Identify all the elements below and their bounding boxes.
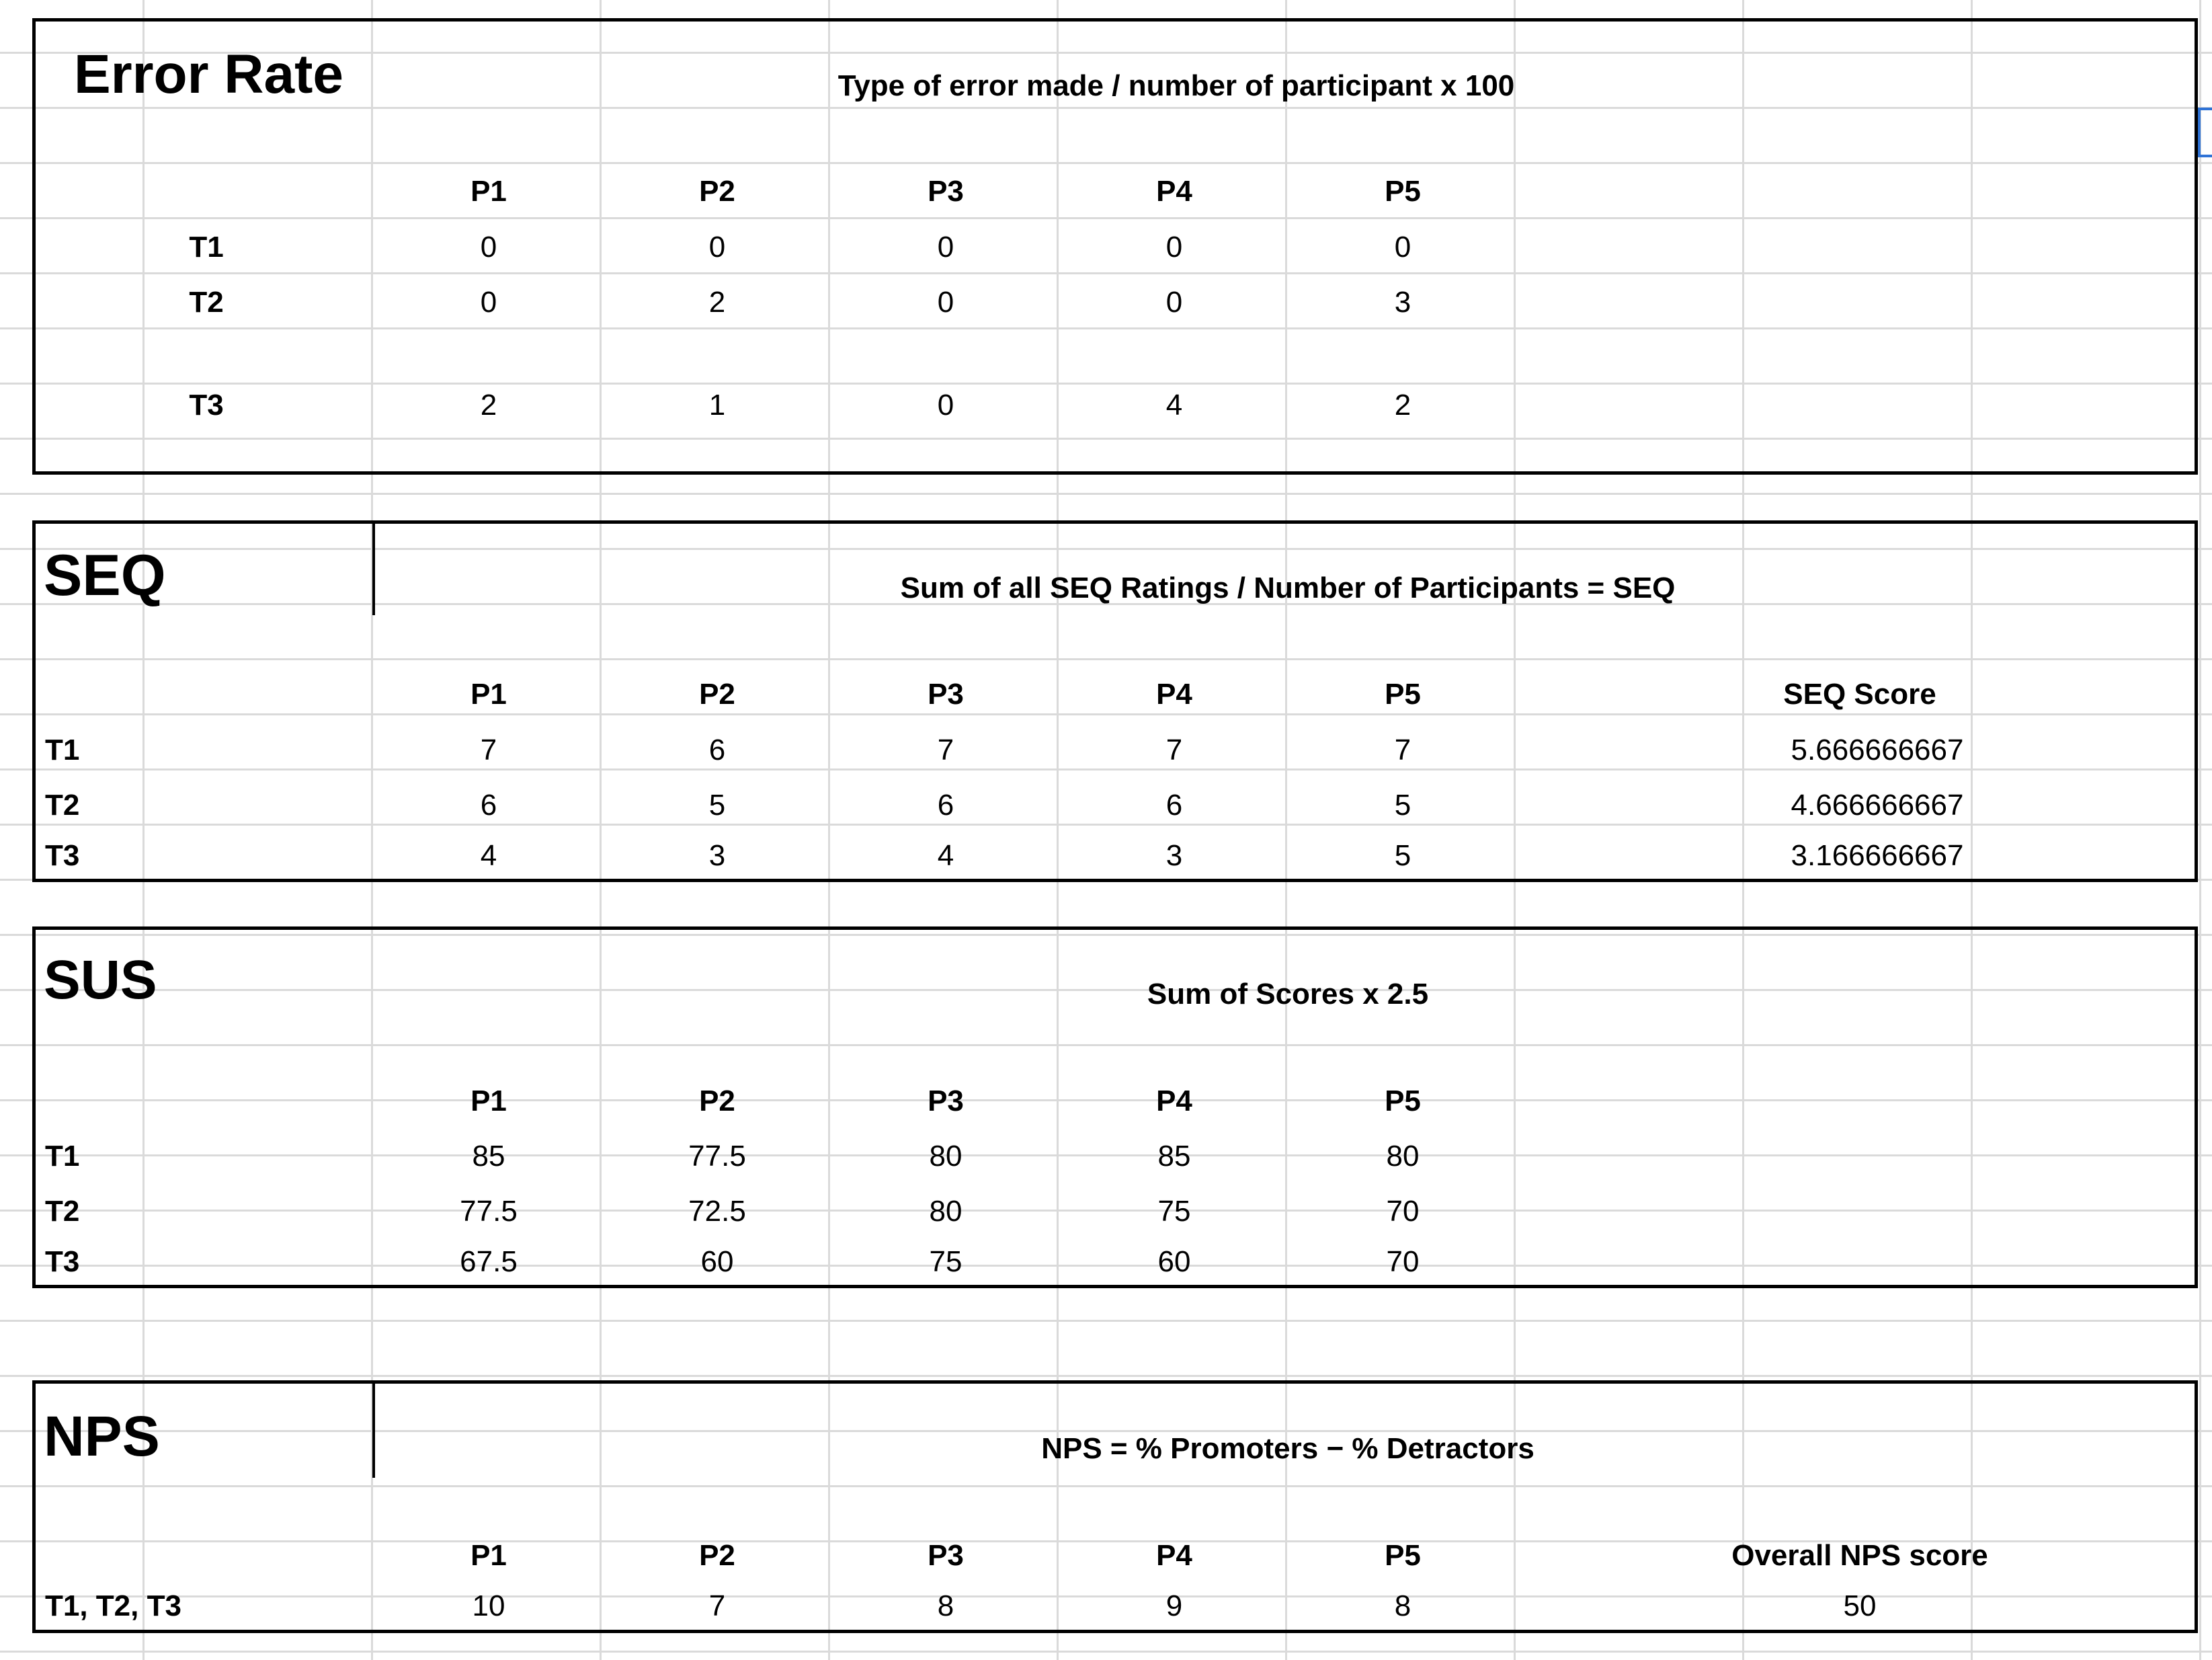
sus-col-header: P5 xyxy=(1385,1084,1421,1117)
seq-score-cell[interactable]: 3.166666667 xyxy=(1791,839,1964,872)
nps-score-header: Overall NPS score xyxy=(1731,1539,1988,1572)
selected-cell-indicator[interactable] xyxy=(2198,108,2212,157)
error-rate-col-header: P3 xyxy=(928,175,964,208)
error-rate-row-label: T3 xyxy=(189,389,224,422)
error-rate-title: Error Rate xyxy=(74,44,344,105)
seq-section xyxy=(32,520,2198,882)
seq-cell[interactable]: 7 xyxy=(480,734,497,766)
error-rate-cell[interactable]: 0 xyxy=(1165,231,1183,264)
nps-section xyxy=(32,1380,2198,1633)
error-rate-cell[interactable]: 0 xyxy=(937,231,954,264)
nps-cell[interactable]: 10 xyxy=(472,1589,505,1622)
sus-formula: Sum of Scores x 2.5 xyxy=(1147,978,1429,1011)
seq-cell[interactable]: 7 xyxy=(937,734,954,766)
error-rate-cell[interactable]: 2 xyxy=(1394,389,1411,422)
seq-title-divider xyxy=(372,524,375,615)
seq-row-label: T1 xyxy=(45,734,80,766)
sus-cell[interactable]: 85 xyxy=(1157,1140,1191,1173)
seq-col-header: P2 xyxy=(699,678,735,711)
sus-cell[interactable]: 72.5 xyxy=(688,1195,746,1228)
nps-formula: NPS = % Promoters − % Detractors xyxy=(1041,1432,1534,1465)
sus-row-label: T2 xyxy=(45,1195,80,1228)
error-rate-col-header: P1 xyxy=(470,175,507,208)
nps-col-header: P3 xyxy=(928,1539,964,1572)
nps-cell[interactable]: 8 xyxy=(937,1589,954,1622)
seq-cell[interactable]: 4 xyxy=(937,839,954,872)
sus-cell[interactable]: 77.5 xyxy=(688,1140,746,1173)
error-rate-cell[interactable]: 0 xyxy=(937,389,954,422)
seq-cell[interactable]: 3 xyxy=(1165,839,1183,872)
seq-cell[interactable]: 6 xyxy=(937,789,954,822)
seq-cell[interactable]: 5 xyxy=(1394,789,1411,822)
nps-cell[interactable]: 9 xyxy=(1165,1589,1183,1622)
sus-col-header: P2 xyxy=(699,1084,735,1117)
sus-cell[interactable]: 75 xyxy=(929,1245,962,1278)
error-rate-cell[interactable]: 0 xyxy=(480,231,497,264)
sus-row-label: T1 xyxy=(45,1140,80,1173)
sus-cell[interactable]: 85 xyxy=(472,1140,505,1173)
sus-cell[interactable]: 70 xyxy=(1386,1245,1420,1278)
sus-col-header: P3 xyxy=(928,1084,964,1117)
nps-score-cell[interactable]: 50 xyxy=(1843,1589,1877,1622)
seq-cell[interactable]: 3 xyxy=(708,839,726,872)
nps-cell[interactable]: 8 xyxy=(1394,1589,1411,1622)
sus-cell[interactable]: 60 xyxy=(700,1245,734,1278)
seq-cell[interactable]: 5 xyxy=(708,789,726,822)
sus-cell[interactable]: 80 xyxy=(929,1140,962,1173)
error-rate-row-label: T1 xyxy=(189,231,224,264)
sus-cell[interactable]: 80 xyxy=(1386,1140,1420,1173)
seq-score-cell[interactable]: 5.666666667 xyxy=(1791,734,1964,766)
seq-row-label: T2 xyxy=(45,789,80,822)
seq-score-cell[interactable]: 4.666666667 xyxy=(1791,789,1964,822)
seq-cell[interactable]: 7 xyxy=(1165,734,1183,766)
seq-cell[interactable]: 6 xyxy=(1165,789,1183,822)
error-rate-cell[interactable]: 4 xyxy=(1165,389,1183,422)
sus-col-header: P1 xyxy=(470,1084,507,1117)
nps-title-divider xyxy=(372,1384,375,1478)
seq-row-label: T3 xyxy=(45,839,80,872)
sus-cell[interactable]: 60 xyxy=(1157,1245,1191,1278)
error-rate-cell[interactable]: 1 xyxy=(708,389,726,422)
seq-cell[interactable]: 7 xyxy=(1394,734,1411,766)
nps-row-label: T1, T2, T3 xyxy=(45,1589,181,1622)
nps-col-header: P5 xyxy=(1385,1539,1421,1572)
error-rate-col-header: P4 xyxy=(1156,175,1192,208)
seq-score-header: SEQ Score xyxy=(1783,678,1936,711)
seq-col-header: P1 xyxy=(470,678,507,711)
seq-cell[interactable]: 6 xyxy=(708,734,726,766)
nps-col-header: P2 xyxy=(699,1539,735,1572)
seq-formula: Sum of all SEQ Ratings / Number of Participants = SEQ xyxy=(900,571,1676,604)
error-rate-cell[interactable]: 0 xyxy=(708,231,726,264)
error-rate-cell[interactable]: 2 xyxy=(480,389,497,422)
error-rate-section xyxy=(32,18,2198,475)
error-rate-cell[interactable]: 0 xyxy=(1165,286,1183,319)
sus-section xyxy=(32,926,2198,1288)
sus-cell[interactable]: 75 xyxy=(1157,1195,1191,1228)
sus-row-label: T3 xyxy=(45,1245,80,1278)
sus-title: SUS xyxy=(44,949,157,1011)
sus-col-header: P4 xyxy=(1156,1084,1192,1117)
error-rate-cell[interactable]: 0 xyxy=(480,286,497,319)
error-rate-cell[interactable]: 3 xyxy=(1394,286,1411,319)
nps-col-header: P4 xyxy=(1156,1539,1192,1572)
sus-cell[interactable]: 77.5 xyxy=(460,1195,518,1228)
seq-col-header: P3 xyxy=(928,678,964,711)
nps-title: NPS xyxy=(44,1405,160,1468)
seq-col-header: P5 xyxy=(1385,678,1421,711)
seq-title: SEQ xyxy=(44,543,166,608)
error-rate-cell[interactable]: 0 xyxy=(937,286,954,319)
error-rate-cell[interactable]: 0 xyxy=(1394,231,1411,264)
nps-cell[interactable]: 7 xyxy=(708,1589,726,1622)
error-rate-formula: Type of error made / number of participant x 100 xyxy=(837,69,1515,102)
error-rate-col-header: P5 xyxy=(1385,175,1421,208)
sus-cell[interactable]: 70 xyxy=(1386,1195,1420,1228)
seq-cell[interactable]: 5 xyxy=(1394,839,1411,872)
seq-cell[interactable]: 4 xyxy=(480,839,497,872)
error-rate-col-header: P2 xyxy=(699,175,735,208)
sus-cell[interactable]: 67.5 xyxy=(460,1245,518,1278)
seq-cell[interactable]: 6 xyxy=(480,789,497,822)
error-rate-row-label: T2 xyxy=(189,286,224,319)
sus-cell[interactable]: 80 xyxy=(929,1195,962,1228)
nps-col-header: P1 xyxy=(470,1539,507,1572)
seq-col-header: P4 xyxy=(1156,678,1192,711)
error-rate-cell[interactable]: 2 xyxy=(708,286,726,319)
